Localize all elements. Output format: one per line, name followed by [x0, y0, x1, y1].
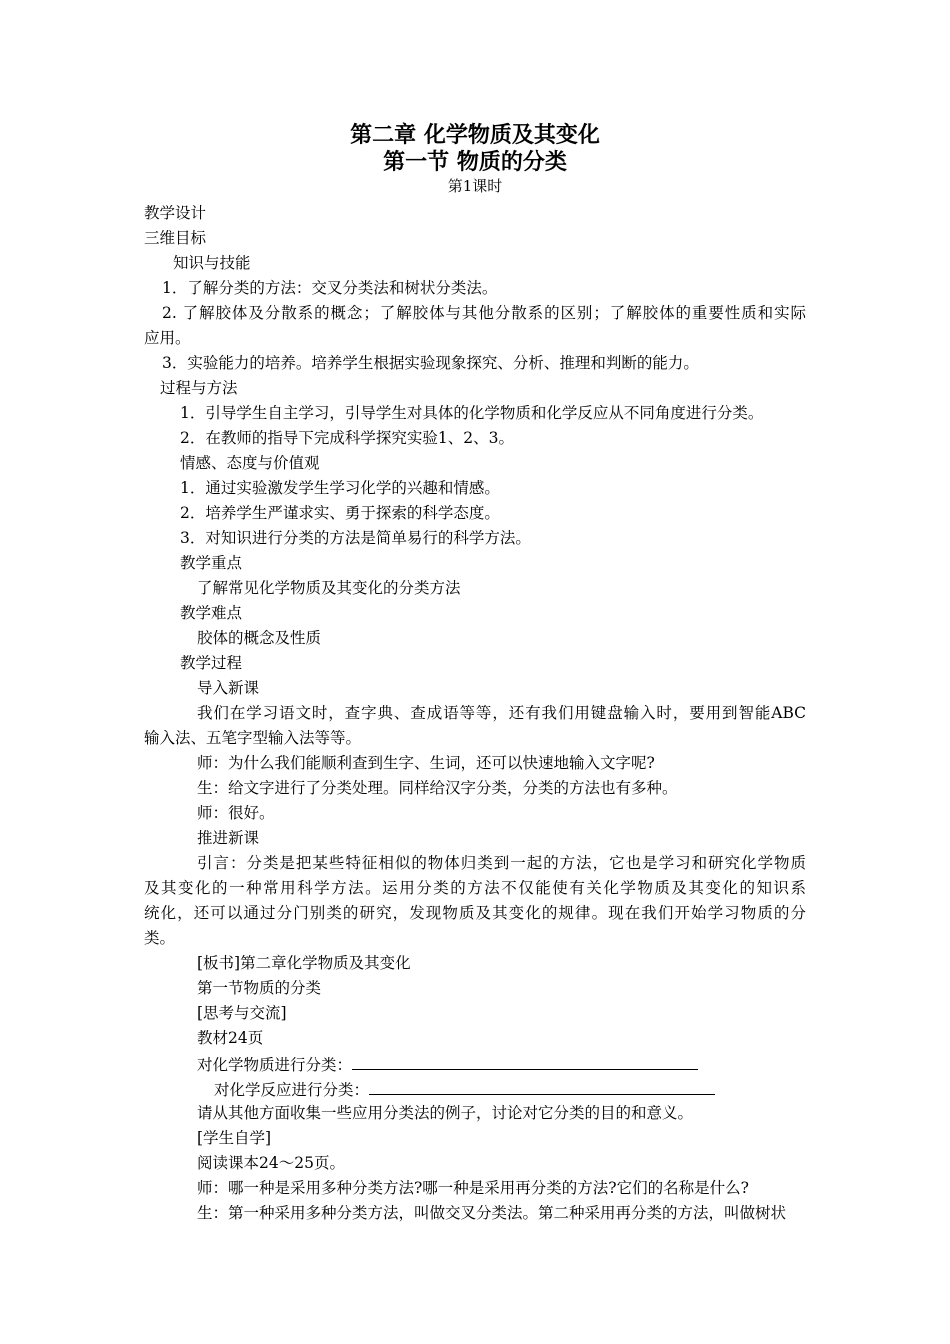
paragraph-line: 2．培养学生严谨求实、勇于探索的科学态度。 [180, 504, 500, 522]
heading-knowledge-skills: 知识与技能 [173, 254, 251, 272]
paragraph-line: [学生自学] [197, 1129, 272, 1147]
paragraph-line: 2. 了解胶体及分散系的概念；了解胶体与其他分散系的区别；了解胶体的重要性质和实际 [162, 304, 806, 322]
paragraph-line: 胶体的概念及性质 [197, 629, 322, 647]
paragraph-line: 类。 [144, 929, 176, 947]
paragraph-line: 1．通过实验激发学生学习化学的兴趣和情感。 [180, 479, 500, 497]
heading-objectives: 三维目标 [144, 229, 207, 247]
paragraph-line: 阅读课本24～25页。 [197, 1154, 345, 1172]
paragraph-line: 2．在教师的指导下完成科学探究实验1、2、3。 [180, 429, 514, 447]
paragraph-line: 师：很好。 [197, 804, 275, 822]
paragraph-line: 1．引导学生自主学习，引导学生对具体的化学物质和化学反应从不同角度进行分类。 [180, 404, 764, 422]
paragraph-line: [板书]第二章化学物质及其变化 [197, 954, 411, 972]
heading-key-points: 教学重点 [180, 554, 243, 572]
paragraph-line: 生：给文字进行了分类处理。同样给汉字分类，分类的方法也有多种。 [197, 779, 678, 797]
paragraph-line: 及其变化的一种常用科学方法。运用分类的方法不仅能使有关化学物质及其变化的知识系 [144, 879, 806, 897]
heading-introduction: 导入新课 [197, 679, 260, 697]
paragraph-line: 输入法、五笔字型输入法等等。 [144, 729, 362, 747]
heading-teaching-process: 教学过程 [180, 654, 243, 672]
paragraph-line: 我们在学习语文时，查字典、查成语等等，还有我们用键盘输入时，要用到智能ABC [197, 704, 806, 722]
paragraph-line: 引言：分类是把某些特征相似的物体归类到一起的方法，它也是学习和研究化学物质 [197, 854, 806, 872]
paragraph-line: 3．对知识进行分类的方法是简单易行的科学方法。 [180, 529, 531, 547]
blank-underline [369, 1078, 715, 1095]
blank-underline [352, 1053, 698, 1070]
heading-new-lesson: 推进新课 [197, 829, 260, 847]
heading-teaching-design: 教学设计 [144, 204, 207, 222]
paragraph-line: 了解常见化学物质及其变化的分类方法 [197, 579, 461, 597]
paragraph-line: 生：第一种采用多种分类方法，叫做交叉分类法。第二种采用再分类的方法，叫做树状 [197, 1204, 787, 1222]
section-title: 第一节 物质的分类 [383, 149, 567, 175]
paragraph-line: 统化，还可以通过分门别类的研究，发现物质及其变化的规律。现在我们开始学习物质的分 [144, 904, 806, 922]
paragraph-line: 请从其他方面收集一些应用分类法的例子，讨论对它分类的目的和意义。 [197, 1104, 694, 1122]
fill-in-line-substances [197, 1053, 698, 1075]
paragraph-line: 教材24页 [197, 1029, 264, 1047]
paragraph-line: 应用。 [144, 329, 191, 347]
paragraph-line: 师：为什么我们能顺利查到生字、生词，还可以快速地输入文字呢? [197, 754, 655, 772]
heading-difficulties: 教学难点 [180, 604, 243, 622]
fill-in-line-reactions [214, 1078, 715, 1100]
paragraph-line: 师：哪一种是采用多种分类方法?哪一种是采用再分类的方法?它们的名称是什么? [197, 1179, 749, 1197]
paragraph-line: 3．实验能力的培养。培养学生根据实验现象探究、分析、推理和判断的能力。 [162, 354, 699, 372]
fill-in-label: 对化学反应进行分类： [214, 1081, 370, 1099]
heading-process-methods: 过程与方法 [160, 379, 238, 397]
chapter-title: 第二章 化学物质及其变化 [350, 122, 600, 148]
paragraph-line: [思考与交流] [197, 1004, 287, 1022]
heading-emotion-values: 情感、态度与价值观 [180, 454, 320, 472]
paragraph-line: 第一节物质的分类 [197, 979, 322, 997]
lesson-number: 第1课时 [447, 177, 503, 195]
paragraph-line: 1．了解分类的方法：交叉分类法和树状分类法。 [162, 279, 498, 297]
fill-in-label: 对化学物质进行分类： [197, 1056, 353, 1074]
